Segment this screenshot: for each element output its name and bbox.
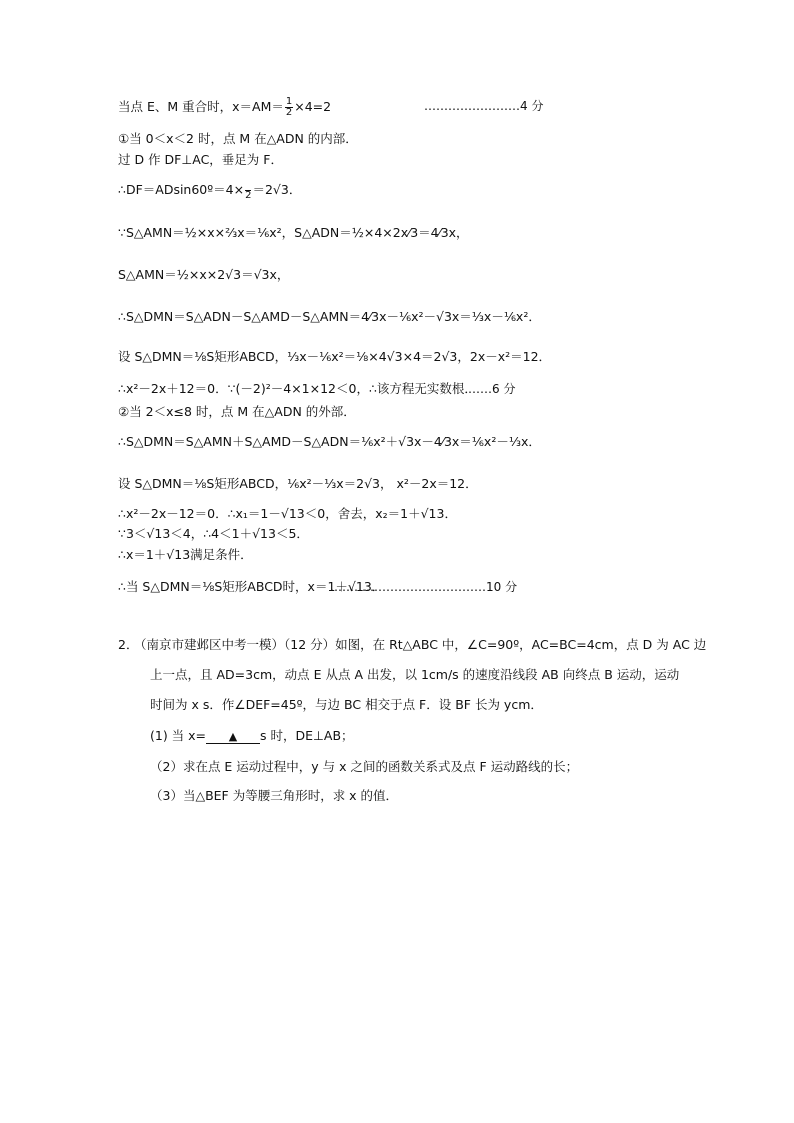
fraction: $\frac{1}{2}$ <box>285 96 293 118</box>
problem-line-1: （南京市建邺区中考一模）（12 分）如图，在 Rt△ABC 中，∠C=90º，AC=BC=4cm，点 D 为 AC 边 <box>134 637 707 652</box>
solution-line-7: ∴S△DMN＝S△ADN－S△AMD－S△AMN＝4⁄3x－⅙x²－√3x＝⅓x－⅙x²． <box>118 309 541 324</box>
solution-line-11: ∴S△DMN＝S△AMN＋S△AMD－S△ADN＝⅙x²＋√3x－4⁄3x＝⅙x²－⅓x． <box>118 434 541 449</box>
solution-line-16: ∴当 S△DMN＝⅛S矩形ABCD时，x＝1＋√13． <box>118 579 385 594</box>
solution-line-15: ∴x＝1＋√13满足条件． <box>118 547 253 562</box>
question-1: (1) 当 x= ▲ s 时，DE⊥AB； <box>150 728 354 743</box>
solution-line-12: 设 S△DMN＝⅛S矩形ABCD，⅙x²－⅓x＝2√3， x²－2x＝12． <box>118 476 478 491</box>
solution-line-3: 过 D 作 DF⊥AC，垂足为 F． <box>118 152 283 167</box>
solution-line-1 <box>118 97 331 118</box>
score-6: ……6 分 <box>468 382 516 396</box>
solution-line-5: ∵S△AMN＝½×x×⅔x＝⅙x²，S△ADN＝½×4×2x⁄3＝4⁄3x， <box>118 225 469 240</box>
solution-line-4: ∴DF＝ADsin60º＝4× 2 ＝2√3． <box>118 182 302 201</box>
answer-blank[interactable]: ▲ <box>206 730 260 744</box>
solution-line-13: ∴x²－2x－12＝0．∴x₁＝1－√13＜0，舍去，x₂＝1＋√13． <box>118 506 457 521</box>
score-10: …………………………………10 分 <box>330 580 518 594</box>
text: 当点 E、M 重合时，x＝AM＝ <box>118 99 284 114</box>
question-3: （3）当△BEF 为等腰三角形时，求 x 的值． <box>150 788 399 803</box>
fraction: 2 <box>245 180 251 201</box>
solution-line-2: ①当 0＜x＜2 时，点 M 在△ADN 的内部． <box>118 131 358 146</box>
solution-line-10: ②当 2＜x≤8 时，点 M 在△ADN 的外部． <box>118 404 356 419</box>
solution-line-14: ∵3＜√13＜4，∴4＜1＋√13＜5． <box>118 526 309 541</box>
question-2: （2）求在点 E 运动过程中，y 与 x 之间的函数关系式及点 F 运动路线的长； <box>150 759 579 774</box>
solution-line-6: S△AMN＝½×x×2√3＝√3x， <box>118 267 290 282</box>
problem-line-2: 上一点，且 AD=3cm，动点 E 从点 A 出发，以 1cm/s 的速度沿线段 AB 向终点 B 运动，运动 <box>150 667 680 682</box>
problem-line-3: 时间为 x s．作∠DEF=45º，与边 BC 相交于点 F．设 BF 长为 ycm． <box>150 697 543 712</box>
solution-line-9: ∴x²－2x＋12＝0．∵(－2)²－4×1×12＜0，∴该方程无实数根． <box>118 381 477 396</box>
solution-line-8: 设 S△DMN＝⅛S矩形ABCD，⅓x－⅙x²＝⅛×4√3×4＝2√3，2x－x²＝12． <box>118 349 552 364</box>
problem-number: 2． <box>118 637 139 652</box>
text: ×4=2 <box>294 99 332 114</box>
score-4: ……………………4 分 <box>424 99 544 113</box>
